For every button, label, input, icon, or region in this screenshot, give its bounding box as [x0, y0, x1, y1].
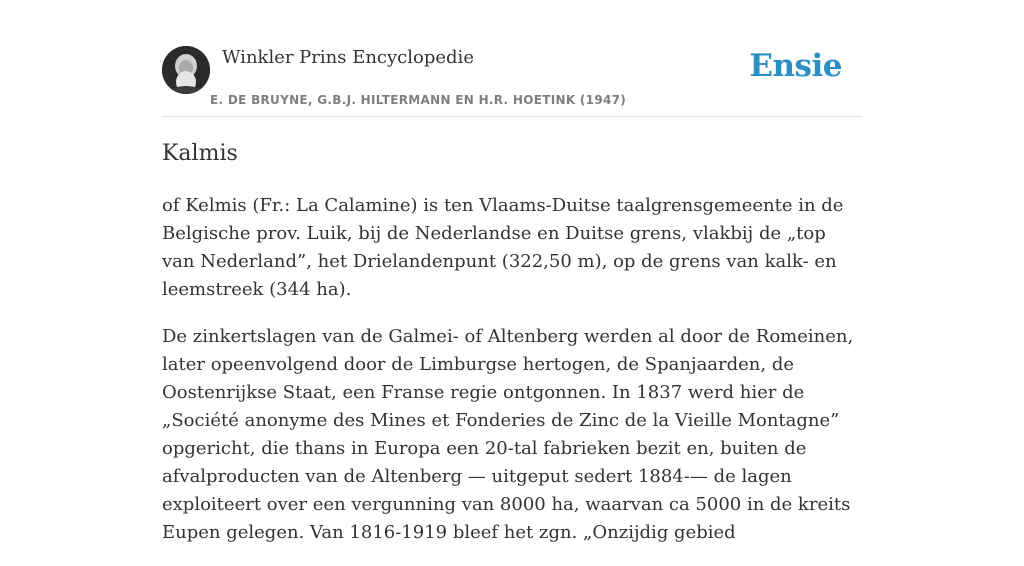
author-portrait-avatar[interactable] [162, 46, 210, 94]
article-paragraph: De zinkertslagen van de Galmei- of Altenberg werden al door de Romeinen, later opeenvolgend door de Limburgse hertogen, de Spanjaarden, de Oostenrijkse Staat, een Franse regie ontgonnen. In 1837 werd hier de „Société anonyme des Mines et Fonderies de Zinc de la Vieille Montagne” opgericht, die thans in Europa een 20-tal fabrieken bezit en, buiten de afvalproducten van de Altenberg — uitgeput sedert 1884-— de lagen exploiteert over een vergunning van 8000 ha, waarvan ca 5000 in de kreits Eupen gelegen. Van 1816-1919 bleef het zgn. „Onzijdig gebied [162, 326, 854, 543]
article-body [162, 192, 862, 566]
article-title: Kalmis [162, 141, 238, 166]
ensie-logo-link[interactable]: Ensie [749, 48, 842, 84]
article-paragraph: of Kelmis (Fr.: La Calamine) is ten Vlaams-Duitse taalgrensgemeente in de Belgische prov. Luik, bij de Nederlandse en Duitse grens, vlakbij de „top van Nederland”, het Drielandenpunt (322,50 m), op de grens van kalk- en leemstreek (344 ha). [162, 195, 844, 300]
source-title[interactable]: Winkler Prins Encyclopedie [222, 47, 474, 68]
source-header [162, 0, 862, 117]
portrait-photo-icon [162, 46, 210, 94]
authors-line: E. DE BRUYNE, G.B.J. HILTERMANN EN H.R. HOETINK (1947) [210, 93, 627, 107]
